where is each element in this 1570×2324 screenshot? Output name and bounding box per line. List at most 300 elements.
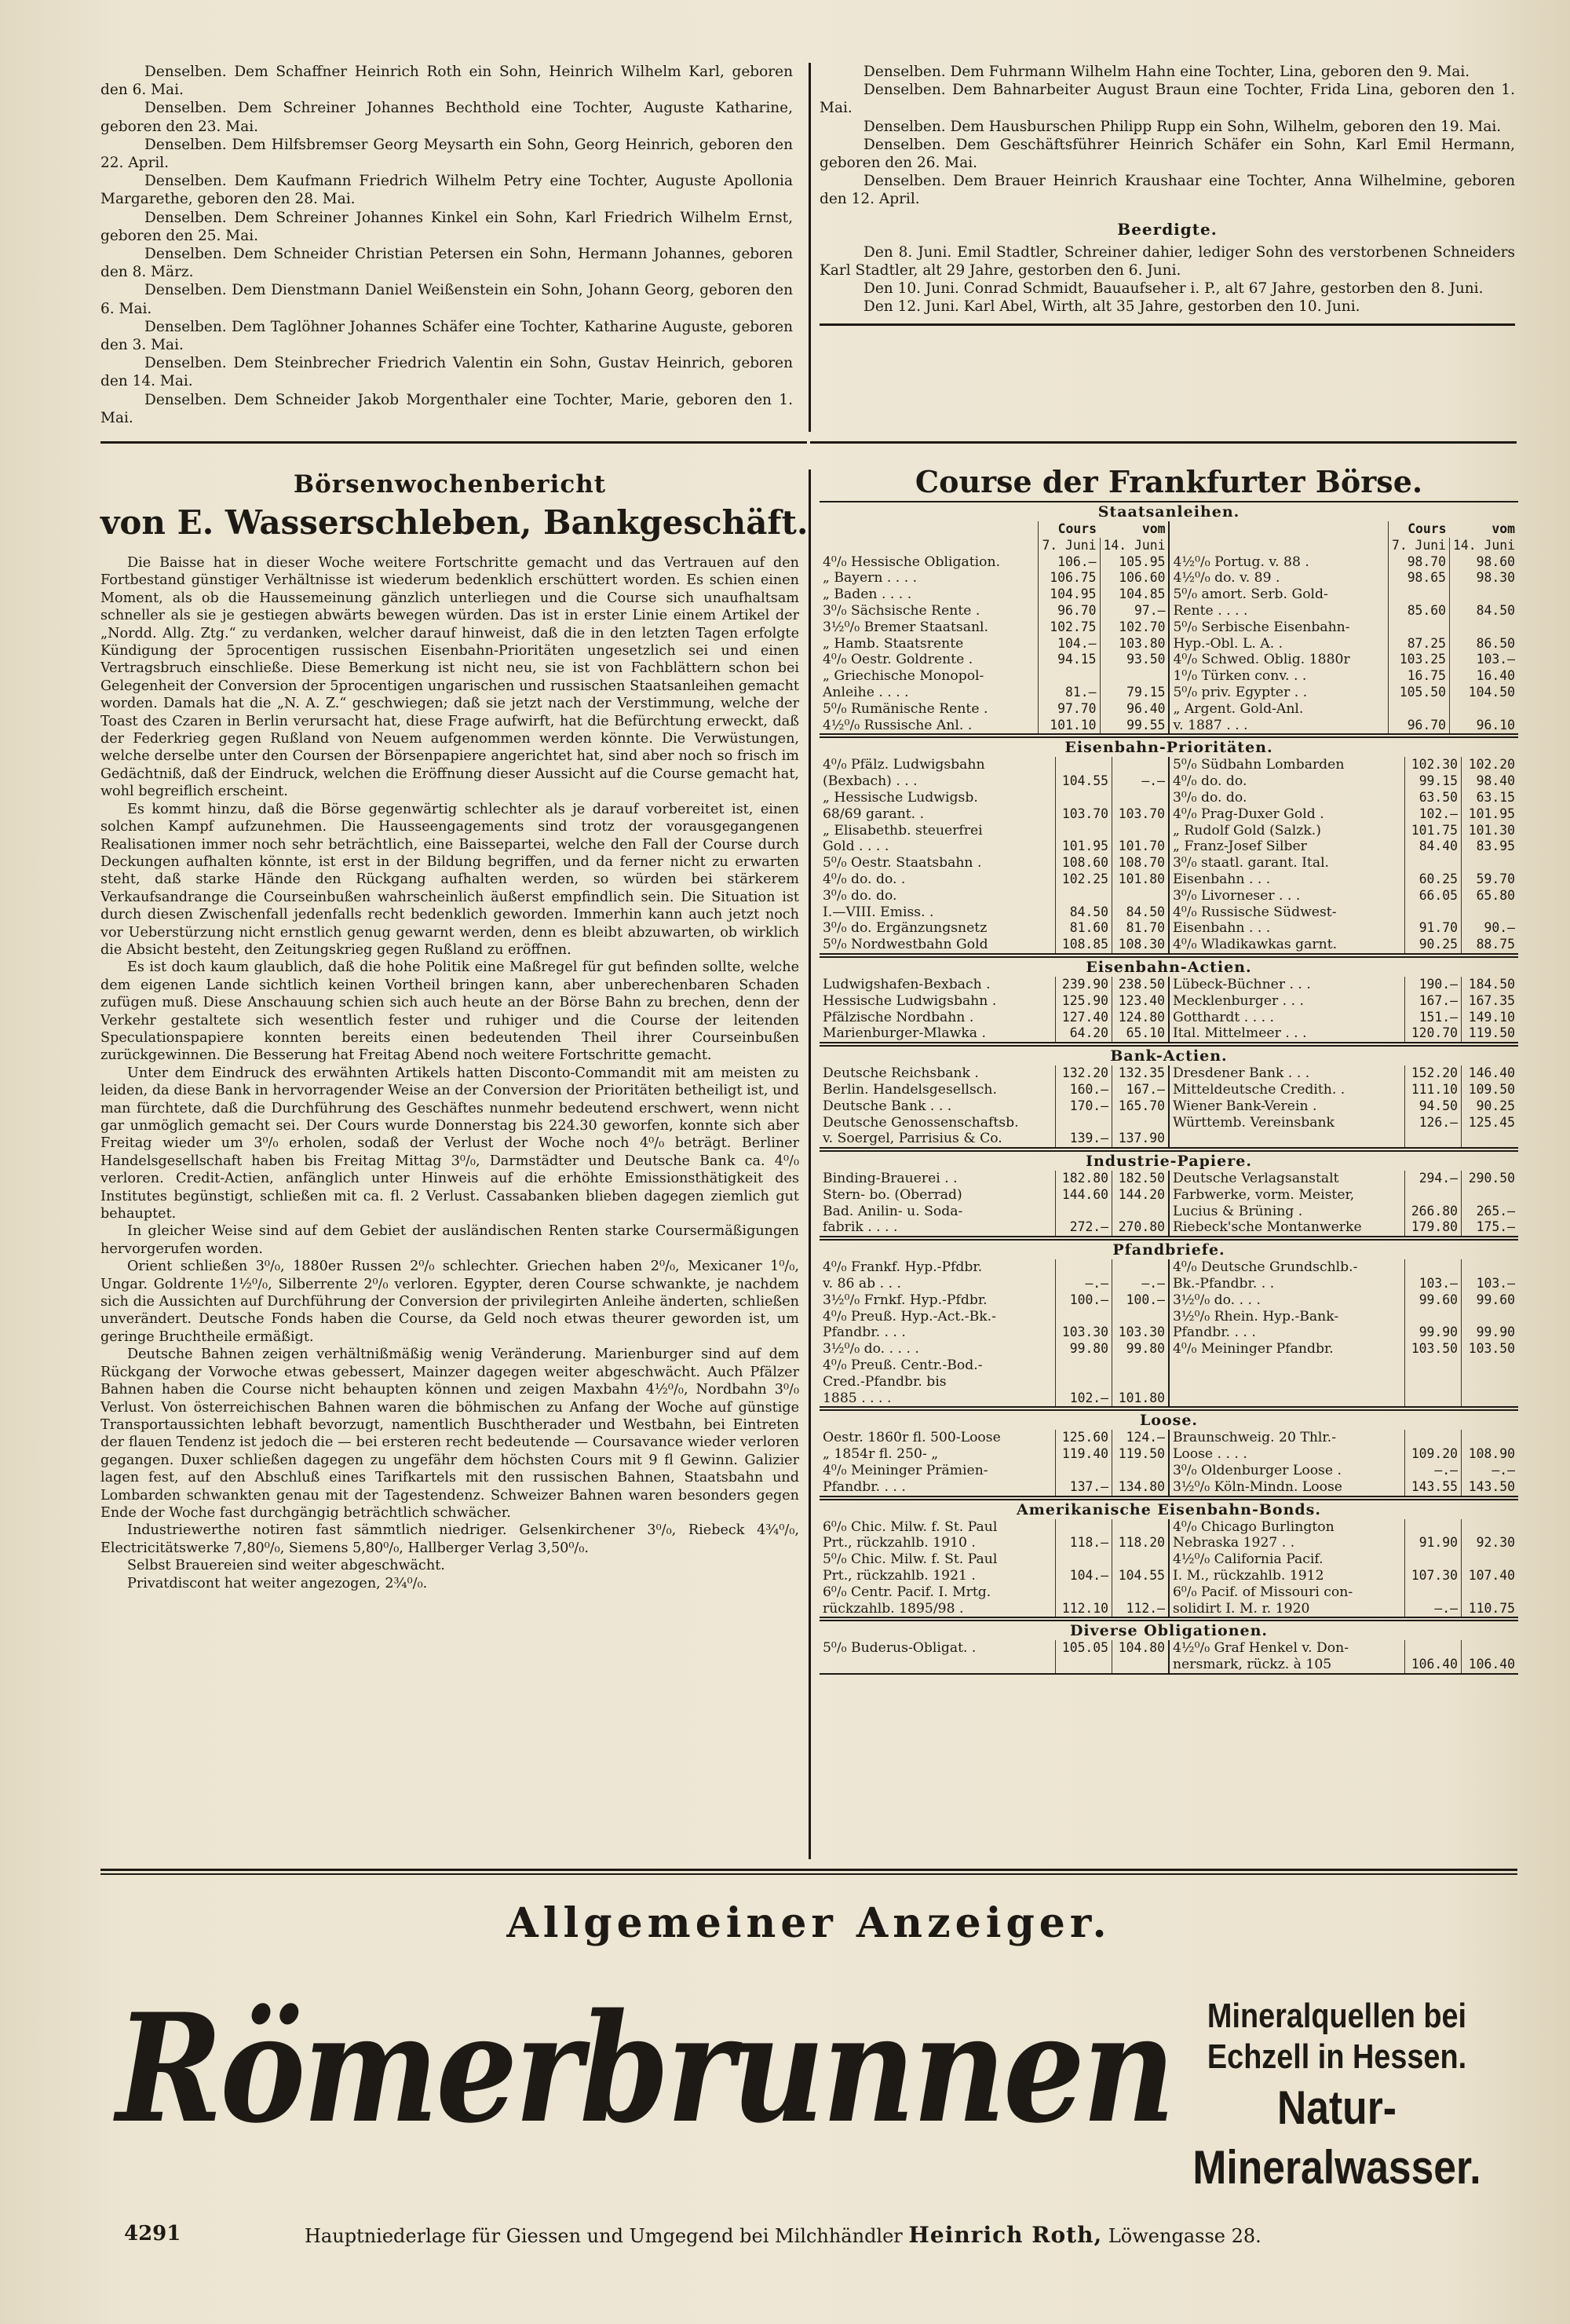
price-14-juni: 119.50: [1462, 1025, 1518, 1042]
table-row: [820, 1204, 1518, 1220]
course-section: [820, 736, 1518, 955]
price-7-juni: 104.—: [1039, 636, 1100, 652]
price-7-juni: 63.50: [1404, 790, 1461, 806]
price-7-juni: 101.95: [1055, 839, 1112, 855]
price-7-juni: 111.10: [1404, 1082, 1461, 1098]
course-section-title: Diverse Obligationen.: [1069, 1622, 1269, 1640]
security-name: solidirt I. M. r. 1920: [1169, 1601, 1404, 1617]
table-row: [820, 1390, 1518, 1407]
security-name: „ Rudolf Gold (Salzk.): [1169, 823, 1404, 839]
price-7-juni: —.—: [1404, 1601, 1461, 1617]
price-14-juni: 93.50: [1100, 652, 1169, 668]
birth-entry: Denselben. Dem Schreiner Johannes Bechthold eine Tochter, Auguste Katharine, geboren den 23. Mai.: [100, 100, 793, 135]
price-14-juni: [1462, 855, 1518, 872]
security-name: 4⁰/₀ Frankf. Hyp.-Pfdbr.: [823, 1259, 983, 1276]
birth-announcements-left: [100, 63, 793, 427]
table-row: [820, 1082, 1518, 1098]
price-14-juni: 125.45: [1462, 1115, 1518, 1131]
ad-line-4: Mineralwasser.: [1192, 2141, 1481, 2194]
price-7-juni: [1388, 586, 1449, 603]
security-name: 4⁰/₀ Meininger Prämien-: [823, 1463, 988, 1479]
security-name: Wiener Bank-Verein .: [1169, 1098, 1404, 1115]
security-name: [1169, 1357, 1404, 1374]
price-14-juni: [1112, 1551, 1169, 1568]
price-14-juni: 84.50: [1450, 603, 1518, 619]
price-7-juni: [1404, 1430, 1461, 1446]
price-7-juni: 104.—: [1055, 1568, 1112, 1584]
table-row: [820, 920, 1518, 937]
security-name: 3⁰/₀ Oldenburger Loose .: [1169, 1463, 1404, 1479]
price-7-juni: [1055, 1551, 1112, 1568]
course-section-title: Staatsanleihen.: [1097, 503, 1240, 521]
column-divider-main: [809, 470, 811, 1859]
report-subtitle: von E. Wasserschleben, Bankgeschäft.: [100, 503, 809, 542]
price-7-juni: 125.60: [1055, 1430, 1112, 1446]
table-row: [820, 718, 1518, 734]
course-section-table: [820, 1430, 1518, 1495]
security-name: 4⁰/₀ do. do. .: [823, 871, 906, 887]
price-7-juni: 167.—: [1404, 993, 1461, 1010]
course-section-title: Loose.: [1139, 1412, 1199, 1430]
column-divider-top: [809, 63, 811, 432]
beerdigte-heading: Beerdigte.: [1117, 219, 1218, 239]
price-7-juni: 103.30: [1055, 1325, 1112, 1341]
price-7-juni: 127.40: [1055, 1010, 1112, 1026]
header-date-1: 7. Juni: [1388, 538, 1449, 554]
price-14-juni: —.—: [1112, 773, 1169, 790]
price-14-juni: 81.70: [1112, 920, 1169, 937]
price-7-juni: 119.40: [1055, 1446, 1112, 1463]
security-name: Braunschweig. 20 Thlr.-: [1169, 1430, 1404, 1446]
price-7-juni: [1404, 1131, 1461, 1147]
price-7-juni: 108.85: [1055, 937, 1112, 953]
price-7-juni: [1055, 1309, 1112, 1325]
security-name: 3½⁰/₀ do. . . . .: [823, 1341, 919, 1357]
security-name: Pfälzische Nordbahn .: [823, 1009, 974, 1025]
table-row: [820, 619, 1518, 636]
price-14-juni: 98.60: [1450, 554, 1518, 571]
security-name: 4⁰/₀ Hessische Obligation.: [823, 554, 1001, 570]
price-7-juni: 84.40: [1404, 839, 1461, 855]
security-name: 3⁰/₀ staatl. garant. Ital.: [1169, 855, 1404, 872]
price-7-juni: 103.25: [1388, 652, 1449, 668]
birth-entry: Denselben. Dem Brauer Heinrich Kraushaar eine Tochter, Anna Wilhelmine, geboren den 12. April.: [820, 173, 1515, 208]
price-14-juni: 103.70: [1112, 806, 1169, 823]
price-7-juni: 103.50: [1404, 1341, 1461, 1357]
price-14-juni: 102.20: [1462, 757, 1518, 773]
price-14-juni: 101.80: [1112, 872, 1169, 888]
price-7-juni: [1404, 1309, 1461, 1325]
security-name: 5⁰/₀ amort. Serb. Gold-: [1169, 586, 1388, 603]
price-7-juni: [1404, 1374, 1461, 1390]
price-7-juni: 170.—: [1055, 1098, 1112, 1115]
security-name: 4⁰/₀ do. do.: [1169, 773, 1404, 790]
price-7-juni: 97.70: [1039, 701, 1100, 718]
price-14-juni: [1112, 1584, 1169, 1601]
birth-entry: Denselben. Dem Schaffner Heinrich Roth ein Sohn, Heinrich Wilhelm Karl, geboren den 6. Mai.: [100, 64, 793, 99]
security-name: Eisenbahn . . .: [1169, 920, 1404, 937]
price-14-juni: 103.50: [1462, 1341, 1518, 1357]
price-14-juni: 96.10: [1450, 718, 1518, 734]
burial-entry: Den 10. Juni. Conrad Schmidt, Bauaufseher i. P., alt 67 Jahre, gestorben den 8. Juni.: [864, 280, 1484, 298]
security-name: 4⁰/₀ Pfälz. Ludwigsbahn: [823, 757, 985, 773]
security-name: Deutsche Bank . . .: [823, 1098, 952, 1114]
price-14-juni: —.—: [1462, 1463, 1518, 1479]
security-name: Mitteldeutsche Credith. .: [1169, 1082, 1404, 1098]
course-section-title: Eisenbahn-Actien.: [1086, 958, 1252, 976]
table-row: [820, 1292, 1518, 1309]
table-row: [820, 757, 1518, 773]
price-7-juni: 60.25: [1404, 872, 1461, 888]
price-7-juni: 96.70: [1388, 718, 1449, 734]
security-name: 6⁰/₀ Centr. Pacif. I. Mrtg.: [823, 1584, 991, 1600]
price-14-juni: [1462, 1390, 1518, 1407]
security-name: Anleihe . . . .: [823, 684, 909, 700]
table-row: [820, 1446, 1518, 1463]
ad-footer: [305, 2222, 1261, 2248]
security-name: 5⁰/₀ Oestr. Staatsbahn .: [823, 855, 982, 872]
price-14-juni: 108.70: [1112, 855, 1169, 872]
price-7-juni: [1404, 1551, 1461, 1568]
price-7-juni: 91.70: [1404, 920, 1461, 937]
price-7-juni: 99.90: [1404, 1325, 1461, 1341]
price-7-juni: 106.40: [1404, 1657, 1461, 1673]
security-name: Nebraska 1927 . .: [1169, 1535, 1404, 1551]
course-section-title: Amerikanische Eisenbahn-Bonds.: [1016, 1500, 1321, 1518]
table-row: [820, 1325, 1518, 1341]
course-section: [820, 1499, 1518, 1619]
table-row: [820, 839, 1518, 855]
price-14-juni: 86.50: [1450, 636, 1518, 652]
security-name: I. M., rückzahlb. 1912: [1169, 1568, 1404, 1584]
price-14-juni: [1462, 1584, 1518, 1601]
price-7-juni: 126.—: [1404, 1115, 1461, 1131]
ad-footer-suffix: Löwengasse 28.: [1108, 2225, 1261, 2247]
price-7-juni: [1055, 888, 1112, 904]
price-7-juni: [1388, 701, 1449, 718]
security-name: 6⁰/₀ Pacif. of Missouri con-: [1169, 1584, 1404, 1601]
table-row: [820, 1098, 1518, 1115]
security-name: 3⁰/₀ do. do.: [1169, 790, 1404, 806]
price-14-juni: 146.40: [1462, 1065, 1518, 1082]
security-name: „ 1854r fl. 250- „: [823, 1446, 939, 1463]
security-name: Berlin. Handelsgesellsch.: [823, 1081, 997, 1098]
price-14-juni: 90.—: [1462, 920, 1518, 937]
security-name: 3⁰/₀ Livorneser . . .: [1169, 888, 1404, 904]
price-14-juni: [1112, 1204, 1169, 1220]
security-name: 1⁰/₀ Türken conv. . .: [1169, 668, 1388, 685]
price-14-juni: [1462, 1187, 1518, 1204]
table-row: [820, 1601, 1518, 1617]
birth-entry: Denselben. Dem Schreiner Johannes Kinkel ein Sohn, Karl Friedrich Wilhelm Ernst, geboren den 25. Mai.: [100, 209, 793, 244]
price-7-juni: 137.—: [1055, 1479, 1112, 1496]
table-row: [820, 1309, 1518, 1325]
price-14-juni: [1462, 1551, 1518, 1568]
course-section: [820, 1045, 1518, 1149]
security-name: Dresdener Bank . . .: [1169, 1065, 1404, 1082]
ad-text-block: [1164, 1996, 1510, 2197]
security-name: Bk.-Pfandbr. . .: [1169, 1276, 1404, 1292]
table-row: [820, 872, 1518, 888]
price-7-juni: 94.15: [1039, 652, 1100, 668]
security-name: v. Soergel, Parrisius & Co.: [823, 1131, 1002, 1147]
price-14-juni: 97.—: [1100, 603, 1169, 619]
security-name: [1169, 1390, 1404, 1407]
price-7-juni: [1055, 1584, 1112, 1601]
price-14-juni: 107.40: [1462, 1568, 1518, 1584]
price-14-juni: 99.55: [1100, 718, 1169, 734]
price-7-juni: 107.30: [1404, 1568, 1461, 1584]
header-cours: Cours: [1388, 521, 1449, 538]
birth-entry: Denselben. Dem Hilfsbremser Georg Meysarth ein Sohn, Georg Heinrich, geboren den 22. April.: [100, 136, 793, 172]
security-name: Farbwerke, vorm. Meister,: [1169, 1187, 1404, 1204]
price-14-juni: 59.70: [1462, 872, 1518, 888]
security-name: 4½⁰/₀ Portug. v. 88 .: [1169, 554, 1388, 571]
price-7-juni: 66.05: [1404, 888, 1461, 904]
price-7-juni: 294.—: [1404, 1171, 1461, 1187]
security-name: Pfandbr. . . .: [1169, 1325, 1404, 1341]
price-14-juni: 92.30: [1462, 1535, 1518, 1551]
price-7-juni: [1404, 1390, 1461, 1407]
price-14-juni: [1462, 1309, 1518, 1325]
price-14-juni: [1462, 1430, 1518, 1446]
security-name: v. 86 ab . . .: [823, 1276, 901, 1292]
price-14-juni: 101.80: [1112, 1390, 1169, 1407]
price-7-juni: 104.95: [1039, 586, 1100, 603]
price-14-juni: [1112, 1357, 1169, 1374]
security-name: Stern- bo. (Oberrad): [823, 1186, 962, 1203]
security-name: „ Griechische Monopol-: [823, 668, 984, 685]
price-14-juni: [1112, 1657, 1169, 1673]
course-section: [820, 1409, 1518, 1496]
report-paragraph: Privatdiscont hat weiter angezogen, 2¾⁰/₀.: [127, 1575, 428, 1591]
table-row: [820, 586, 1518, 603]
price-14-juni: 65.80: [1462, 888, 1518, 904]
report-paragraph: Die Baisse hat in dieser Woche weitere Fortschritte gemacht und das Vertrauen auf den Fortbestand günstiger Verhältnisse ist wiederum bedenklich erschüttert worden. Es schien einen Moment, als ob die Haussemeinung gänzlich unterliegen und die Course sich unaufhaltsam schneller als sie je gestiegen abwärts bewegen würden. Das ist in erster Linie einem Artikel der „Nordd. Allg. Ztg.“ zu verdanken, welcher darauf hinweist, daß die in den letzten Tagen erfolgte Kündigung der 5procentigen russischen Eisenbahn-Prioritäten ungesetzlich sei und einen Vertragsbruch einschließe. Diese Bemerkung ist nicht neu, sie ist von Fachblättern schon bei Gelegenheit der Conversion der 5procentigen ungarischen und russischen Staatsanleihen gemacht worden. Damals hat die „N. A. Z.“ geschwiegen; daß sie jetzt nach der Verstimmung, welche der Toast des Czaren in Berlin verursacht hat, diese Frage aufwirft, hat die Befürchtung erweckt, daß der Federkrieg gegen Rußland von Neuem aufgenommen werden könnte. Die Verwüstungen, welche derselbe unter den Coursen der Börsenpapiere angerichtet hat, sind aber noch so frisch im Gedächtniß, daß der Eindruck, welchen die Eröffnung dieser Aussicht auf die Course gemacht hat, wohl begreiflich erscheint.: [100, 555, 799, 800]
price-14-juni: [1112, 1309, 1169, 1325]
price-7-juni: [1055, 1259, 1112, 1276]
price-7-juni: 103.70: [1055, 806, 1112, 823]
table-row: [820, 1640, 1518, 1657]
price-14-juni: 106.40: [1462, 1657, 1518, 1673]
table-row: [820, 1341, 1518, 1357]
security-name: 5⁰/₀ Südbahn Lombarden: [1169, 757, 1404, 773]
price-14-juni: [1462, 1131, 1518, 1147]
security-name: 5⁰/₀ Serbische Eisenbahn-: [1169, 619, 1388, 636]
report-paragraph: Unter dem Eindruck des erwähnten Artikels hatten Disconto-Commandit mit am meisten zu leiden, da diese Bank in hervorragender Weise an der Conversion der Prioritäten betheiligt ist, und man fürchtete, daß die Durchführung des Geschäftes nunmehr bedeutend erschwert, wenn nicht gar unmöglich gemacht sei. Der Cours wurde Donnerstag bis 224.30 geworfen, konnte sich aber Freitag wieder um 3⁰/₀ erholen, sodaß der Verlust der Woche noch 4⁰/₀ beträgt. Berliner Handelsgesellschaft haben bis Freitag Mittag 3⁰/₀, Darmstädter und Deutsche Bank ca. 4⁰/₀ verloren. Credit-Actien, anfänglich unter Hinweis auf die erhöhte Emissionsthätigkeit des Institutes begünstigt, schließen mit ca. fl. 2 Verlust. Cassabanken blieben dagegen ziemlich gut behauptet.: [100, 1065, 799, 1222]
price-7-juni: 152.20: [1404, 1065, 1461, 1082]
price-7-juni: 99.60: [1404, 1292, 1461, 1309]
security-name: 4⁰/₀ Wladikawkas garnt.: [1169, 937, 1404, 953]
security-name: Lucius & Brüning .: [1169, 1204, 1404, 1220]
price-14-juni: 167.35: [1462, 993, 1518, 1010]
birth-entry: Denselben. Dem Dienstmann Daniel Weißenstein ein Sohn, Johann Georg, geboren den 6. Mai.: [100, 282, 793, 317]
price-14-juni: [1100, 668, 1169, 685]
price-7-juni: 102.—: [1404, 806, 1461, 823]
price-14-juni: 132.35: [1112, 1065, 1169, 1082]
security-name: Gotthardt . . . .: [1169, 1010, 1404, 1026]
table-row: [820, 1584, 1518, 1601]
table-row: [820, 1065, 1518, 1082]
price-14-juni: 90.25: [1462, 1098, 1518, 1115]
course-section: [820, 501, 1518, 735]
security-name: Deutsche Reichsbank .: [823, 1065, 979, 1082]
price-7-juni: 106.—: [1039, 554, 1100, 571]
table-row: [820, 1187, 1518, 1204]
course-section-title: Bank-Actien.: [1110, 1047, 1228, 1065]
price-14-juni: 134.80: [1112, 1479, 1169, 1496]
security-name: Prt., rückzahlb. 1921 .: [823, 1568, 976, 1584]
security-name: 68/69 garant. .: [823, 806, 925, 822]
table-row: [820, 636, 1518, 652]
price-7-juni: 101.10: [1039, 718, 1100, 734]
report-paragraph: Es ist doch kaum glaublich, daß die hohe Politik eine Maßregel für gut befinden sollte, welche dem eigenen Lande sichtlich keinen Vortheil bringen kann, aber unberechenbaren Schaden zufügen muß. Diese Anschauung schien sich auch heute an der Börse Bahn zu brechen, denn der Verkehr gestaltete sich wesentlich fester und ruhiger und die Course der leitenden Speculationspapiere konnten bereits einen bedeutenden Theil ihrer Courseinbußen zurückgewinnen. Die Besserung hat Freitag Abend noch weitere Fortschritte gemacht.: [100, 959, 799, 1064]
table-row: [820, 855, 1518, 872]
price-14-juni: 104.85: [1100, 586, 1169, 603]
security-name: Gold . . . .: [823, 839, 889, 855]
price-7-juni: 120.70: [1404, 1025, 1461, 1042]
ad-number: 4291: [124, 2222, 181, 2245]
price-7-juni: 132.20: [1055, 1065, 1112, 1082]
security-name: Riebeck'sche Montanwerke: [1169, 1219, 1404, 1236]
report-paragraph: Deutsche Bahnen zeigen verhältnißmäßig wenig Veränderung. Marienburger sind auf dem Rückgang der Vorwoche etwas gebessert, Mainzer dagegen weiter abgeschwächt. Auch Pfälzer Bahnen haben die Course nicht behaupten können und zeigen Maxbahn 4½⁰/₀, Nordbahn 3⁰/₀ Verlust. Von österreichischen Bahnen waren die böhmischen zu Anfang der Woche auf günstige Transportaussichten lebhaft bevorzugt, namentlich Buschtherader und Westbahn, bei Eintreten der flauen Tendenz ist jedoch die — bei ersteren recht bedeutende — Coursavance wieder verloren gegangen. Duxer schließen dagegen zu ungefähr dem höchsten Cours mit 9 fl Gewinn. Galizier lagen fest, auf den Abschluß eines Tarifkartels mit den russischen Bahnen, Staatsbahn und Lombarden schwankten genau mit der Tagestendenz. Schweizer Bahnen waren besonders gegen Ende der Woche fast durchgängig beträchtlich schwächer.: [100, 1347, 799, 1521]
price-14-juni: 124.—: [1112, 1430, 1169, 1446]
security-name: 4½⁰/₀ California Pacif.: [1169, 1551, 1404, 1568]
price-7-juni: 99.80: [1055, 1341, 1112, 1357]
price-7-juni: [1055, 757, 1112, 773]
price-7-juni: [1055, 1115, 1112, 1131]
table-row: [820, 1259, 1518, 1276]
price-7-juni: 109.20: [1404, 1446, 1461, 1463]
price-14-juni: [1112, 888, 1169, 904]
price-14-juni: 100.—: [1112, 1292, 1169, 1309]
report-paragraph: Selbst Brauereien sind weiter abgeschwächt.: [127, 1558, 445, 1574]
price-14-juni: 101.30: [1462, 823, 1518, 839]
price-14-juni: [1462, 904, 1518, 921]
security-name: 4⁰/₀ Prag-Duxer Gold .: [1169, 806, 1404, 823]
security-name: 3⁰/₀ Sächsische Rente .: [823, 602, 980, 619]
price-14-juni: 101.70: [1112, 839, 1169, 855]
table-row: [820, 1115, 1518, 1131]
price-7-juni: 105.50: [1388, 685, 1449, 701]
header-date-2: 14. Juni: [1450, 538, 1518, 554]
price-7-juni: 98.70: [1388, 554, 1449, 571]
price-14-juni: [1112, 1463, 1169, 1479]
price-7-juni: 16.75: [1388, 668, 1449, 685]
price-14-juni: 112.—: [1112, 1601, 1169, 1617]
price-7-juni: 91.90: [1404, 1535, 1461, 1551]
course-section-table: [820, 977, 1518, 1042]
price-7-juni: 103.—: [1404, 1276, 1461, 1292]
table-row: [820, 701, 1518, 718]
header-spacer: [1169, 538, 1388, 554]
price-7-juni: 143.55: [1404, 1479, 1461, 1496]
price-14-juni: 165.70: [1112, 1098, 1169, 1115]
price-7-juni: 182.80: [1055, 1171, 1112, 1187]
price-7-juni: [1039, 668, 1100, 685]
security-name: 3½⁰/₀ Bremer Staatsanl.: [823, 619, 988, 635]
price-14-juni: 123.40: [1112, 993, 1169, 1010]
birth-entry: Denselben. Dem Fuhrmann Wilhelm Hahn eine Tochter, Lina, geboren den 9. Mai.: [864, 64, 1470, 80]
security-name: Deutsche Genossenschaftsb.: [823, 1114, 1019, 1131]
header-cours: Cours: [1039, 521, 1100, 538]
security-name: 3½⁰/₀ Rhein. Hyp.-Bank-: [1169, 1309, 1404, 1325]
security-name: [1169, 1374, 1404, 1390]
price-14-juni: 104.55: [1112, 1568, 1169, 1584]
security-name: „ Franz-Josef Silber: [1169, 839, 1404, 855]
table-row: [820, 1010, 1518, 1026]
table-row: [820, 888, 1518, 904]
price-14-juni: 167.—: [1112, 1082, 1169, 1098]
course-table: [820, 465, 1518, 1675]
security-name: 4½⁰/₀ do. v. 89 .: [1169, 570, 1388, 586]
security-name: 4⁰/₀ Preuß. Hyp.-Act.-Bk.-: [823, 1308, 996, 1325]
table-row: [820, 1551, 1518, 1568]
table-row: [820, 977, 1518, 993]
price-14-juni: 182.50: [1112, 1171, 1169, 1187]
price-7-juni: —.—: [1055, 1276, 1112, 1292]
price-7-juni: 102.30: [1404, 757, 1461, 773]
price-7-juni: 102.25: [1055, 872, 1112, 888]
price-14-juni: 104.50: [1450, 685, 1518, 701]
price-14-juni: 16.40: [1450, 668, 1518, 685]
price-14-juni: 98.40: [1462, 773, 1518, 790]
security-name: Rente . . . .: [1169, 603, 1388, 619]
security-name: [820, 1657, 1055, 1673]
price-14-juni: [1450, 619, 1518, 636]
ad-footer-name: Heinrich Roth,: [908, 2222, 1103, 2248]
price-7-juni: 100.—: [1055, 1292, 1112, 1309]
table-row: [820, 1463, 1518, 1479]
price-7-juni: [1404, 1519, 1461, 1536]
table-row: [820, 1535, 1518, 1551]
price-14-juni: [1462, 1640, 1518, 1657]
price-7-juni: 125.90: [1055, 993, 1112, 1010]
price-14-juni: 96.40: [1100, 701, 1169, 718]
security-name: Marienburger-Mlawka .: [823, 1025, 986, 1042]
price-7-juni: 106.75: [1039, 570, 1100, 586]
security-name: 5⁰/₀ priv. Egypter . .: [1169, 685, 1388, 701]
course-title: Course der Frankfurter Börse.: [915, 464, 1423, 499]
price-7-juni: 139.—: [1055, 1131, 1112, 1147]
price-14-juni: [1112, 1115, 1169, 1131]
price-7-juni: 101.75: [1404, 823, 1461, 839]
security-name: 4⁰/₀ Schwed. Oblig. 1880r: [1169, 652, 1388, 668]
price-14-juni: 88.75: [1462, 937, 1518, 953]
price-7-juni: 112.10: [1055, 1601, 1112, 1617]
price-7-juni: [1404, 1357, 1461, 1374]
price-7-juni: [1388, 619, 1449, 636]
security-name: Ludwigshafen-Bexbach .: [823, 976, 991, 992]
price-14-juni: 99.80: [1112, 1341, 1169, 1357]
table-row: [820, 1374, 1518, 1390]
course-section: [820, 1239, 1518, 1408]
security-name: 3½⁰/₀ Köln-Mindn. Loose: [1169, 1479, 1404, 1496]
course-section-table: [820, 1519, 1518, 1617]
market-report: [100, 470, 809, 1592]
course-section-title: Pfandbriefe.: [1112, 1241, 1225, 1259]
price-14-juni: 98.30: [1450, 570, 1518, 586]
price-7-juni: [1055, 1374, 1112, 1390]
price-14-juni: 63.15: [1462, 790, 1518, 806]
course-section: [820, 956, 1518, 1043]
table-row: [820, 806, 1518, 823]
birth-entry: Denselben. Dem Steinbrecher Friedrich Valentin ein Sohn, Gustav Heinrich, geboren den 14. Mai.: [100, 355, 793, 390]
security-name: 4½⁰/₀ Russische Anl. .: [823, 717, 973, 733]
security-name: [1169, 1131, 1404, 1147]
price-14-juni: 101.95: [1462, 806, 1518, 823]
table-row: [820, 1357, 1518, 1374]
